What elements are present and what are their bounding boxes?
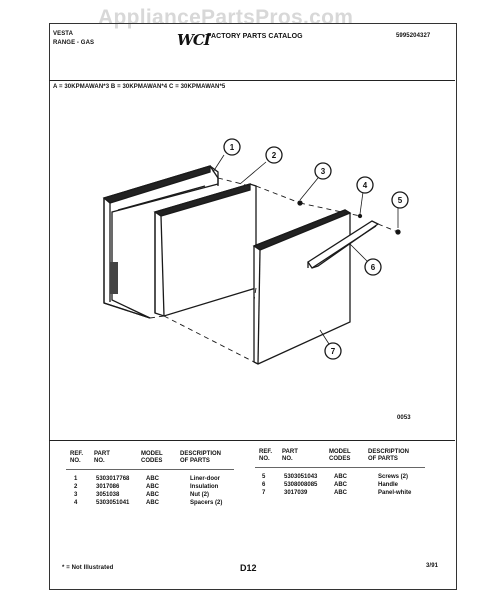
catalog-title: FACTORY PARTS CATALOG: [207, 33, 303, 40]
cell-ref: 4: [74, 500, 78, 506]
table-row: [262, 490, 442, 498]
right-codes-header: MODEL CODES: [329, 449, 351, 462]
cell-desc: Insulation: [190, 484, 219, 490]
left-desc-header: DESCRIPTION OF PARTS: [180, 451, 222, 464]
cell-part: 5308008085: [284, 482, 318, 488]
callout-6: 6: [370, 263, 376, 272]
insulation-panel-shape: [155, 184, 256, 316]
cell-desc: Spacers (2): [190, 500, 223, 506]
callout-1: 1: [229, 143, 235, 152]
cell-desc: Handle: [378, 482, 399, 488]
cell-part: 3051038: [96, 492, 120, 498]
right-header-rule: [255, 467, 425, 468]
cell-desc: Nut (2): [190, 492, 209, 498]
cell-part: 3017086: [96, 484, 120, 490]
wci-logo: WCI: [177, 31, 210, 49]
cell-ref: 1: [74, 476, 78, 482]
table-row: [74, 500, 254, 508]
cell-codes: ABC: [146, 500, 159, 506]
right-ref-header: REF. NO.: [259, 449, 273, 462]
not-illustrated-note: * = Not Illustrated: [62, 565, 114, 571]
table-row: [74, 484, 254, 492]
table-row: [74, 492, 254, 500]
page-number: D12: [240, 563, 257, 573]
cell-desc: Liner-door: [190, 476, 220, 482]
cell-part: 3017039: [284, 490, 308, 496]
watermark-text: AppliancePartsPros.com: [98, 6, 354, 29]
callout-4: 4: [362, 181, 368, 190]
cell-ref: 3: [74, 492, 78, 498]
table-row: [74, 476, 254, 484]
callout-3: 3: [320, 167, 326, 176]
cell-desc: Screws (2): [378, 474, 409, 480]
cell-codes: ABC: [334, 482, 347, 488]
cell-desc: Panel-white: [378, 490, 412, 496]
left-header-rule: [66, 469, 234, 470]
cell-codes: ABC: [334, 474, 347, 480]
cell-part: 5303051041: [96, 500, 130, 506]
cell-codes: ABC: [334, 490, 347, 496]
catalog-date: 3/91: [426, 563, 439, 569]
cell-codes: ABC: [146, 476, 159, 482]
cell-codes: ABC: [146, 484, 159, 490]
left-ref-header: REF. NO.: [70, 451, 84, 464]
table-row: [262, 474, 442, 482]
model-legend: A = 30KPMAWAN*3 B = 30KPMAWAN*4 C = 30KPMAWAN*5: [53, 84, 226, 90]
cell-codes: ABC: [146, 492, 159, 498]
white-panel-shape: [254, 210, 350, 364]
parts-table-right: [262, 474, 442, 498]
cell-part: 5303051043: [284, 474, 318, 480]
right-desc-header: DESCRIPTION OF PARTS: [368, 449, 410, 462]
table-divider: [49, 440, 455, 441]
product-category: RANGE - GAS: [53, 40, 95, 46]
figure-id: 0053: [397, 415, 411, 421]
cell-ref: 5: [262, 474, 266, 480]
cell-ref: 7: [262, 490, 266, 496]
right-part-header: PART NO.: [282, 449, 298, 462]
parts-table-left: [74, 476, 254, 508]
table-row: [262, 482, 442, 490]
callout-2: 2: [271, 151, 277, 160]
cell-part: 5303017768: [96, 476, 130, 482]
callout-5: 5: [397, 196, 403, 205]
left-codes-header: MODEL CODES: [141, 451, 163, 464]
brand-name: VESTA: [53, 31, 74, 37]
callout-7: 7: [330, 347, 336, 356]
cell-ref: 6: [262, 482, 266, 488]
catalog-number: 5995204327: [396, 33, 431, 39]
cell-ref: 2: [74, 484, 78, 490]
left-part-header: PART NO.: [94, 451, 110, 464]
